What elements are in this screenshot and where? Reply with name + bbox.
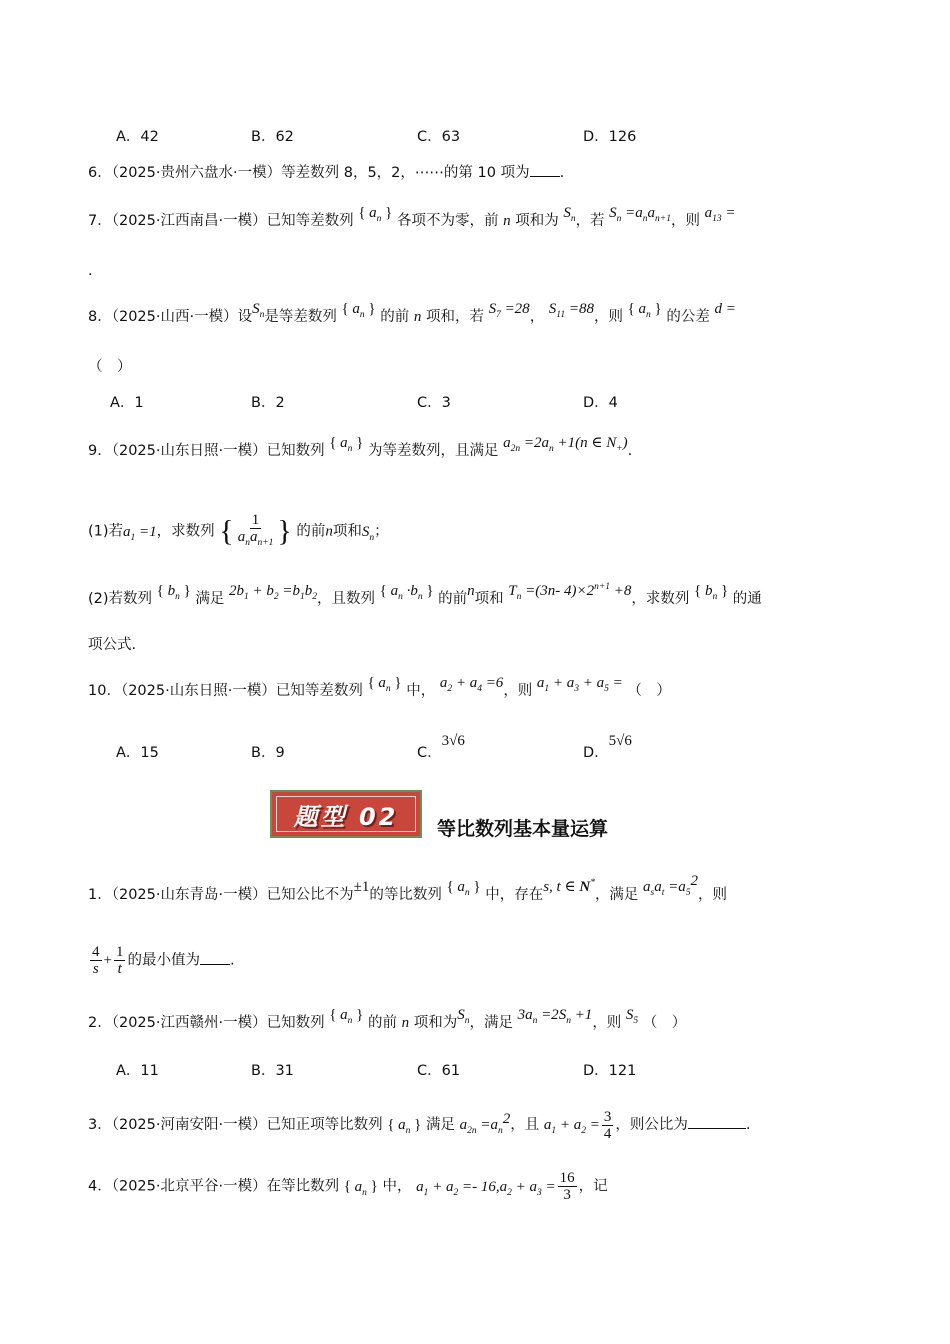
q-num: 6． <box>88 165 112 181</box>
choice-b: B．31 <box>251 1063 294 1079</box>
q-source: （2025·贵州六盘水·一模） <box>111 165 282 181</box>
formula-seq-an: { $a_n$ } <box>329 1007 364 1026</box>
question-9-part-2 <box>88 584 762 616</box>
answer-paren: （ ） <box>627 683 671 699</box>
q-num: 3． <box>88 1117 112 1133</box>
q-end: . <box>627 443 633 459</box>
q-num: 8． <box>88 309 112 325</box>
top-choices <box>116 126 159 148</box>
q10-choice-b-wrap <box>251 742 285 764</box>
q-num: 1． <box>88 887 112 903</box>
choice-b: B．9 <box>251 745 285 761</box>
question-7 <box>88 205 736 238</box>
answer-paren: （ ） <box>88 359 132 375</box>
q-text: 的前 <box>296 523 326 540</box>
fraction-3-4: $\frac{3}{4}$ <box>603 1108 612 1142</box>
s2-choice-a-wrap <box>116 1060 159 1082</box>
choice-d: D．126 <box>583 129 637 145</box>
q-text: 满足 <box>425 1117 455 1133</box>
q-text: 满足 <box>195 591 225 607</box>
formula-pm1: ±1 <box>353 879 370 895</box>
q-text: ， <box>529 309 545 325</box>
q-text: 为等差数列，且满足 <box>367 443 499 459</box>
choice-a: A．42 <box>116 129 159 145</box>
formula-seq-an: { $a_n$ } <box>446 879 481 898</box>
q10-choice-d-wrap <box>583 733 632 764</box>
q-text: ，则 <box>698 887 728 903</box>
q-num: 4． <box>88 1178 112 1195</box>
formula-a13: $a_{13}$ = <box>704 205 736 224</box>
q8-choice-d-wrap <box>583 392 618 414</box>
q-text: 等差数列 8，5，2，⋯⋯的第 10 项为 <box>281 165 530 181</box>
q-text: ，则 <box>593 309 623 325</box>
var-n: n <box>503 213 511 229</box>
var-n: n <box>413 309 422 325</box>
formula-d: d = <box>714 301 736 317</box>
q-text: 是等差数列 <box>264 309 337 325</box>
q8-choice-b-wrap <box>251 392 285 414</box>
choice-c: C．61 <box>417 1063 461 1079</box>
section-question-1-cont <box>88 944 235 977</box>
q-text: 项和，若 <box>425 309 484 325</box>
formula-a2n: $a_{2n} =2a_n +1(n$ ∈ $N_+$) <box>503 435 628 454</box>
choice-c: C．3 <box>417 395 451 411</box>
q-text: ，求数列 <box>631 591 690 607</box>
q-source: （2025·河南安阳·一模） <box>111 1117 267 1133</box>
answer-blank <box>200 950 230 965</box>
q-text: ，若 <box>575 213 605 229</box>
question-9-cont <box>88 634 136 656</box>
answer-blank <box>688 1114 746 1129</box>
q-text: ，且数列 <box>317 591 376 607</box>
formula-a2n: $a_{2n} =a_n^2$ <box>459 1111 511 1136</box>
choice-d: D．121 <box>583 1063 637 1079</box>
q-num: 7． <box>88 213 112 229</box>
choice-d: D．4 <box>583 395 618 411</box>
q-text: 的前 <box>367 1015 397 1031</box>
formula-seq-an: { $a_n$ } <box>367 675 402 694</box>
q-text: 项和 <box>332 523 362 540</box>
choice-b: B．2 <box>251 395 285 411</box>
q-text: 的通 <box>732 591 762 607</box>
formula-tn: $T_n =(3n-$ $4)\times 2^{n+1} +8$ <box>508 582 632 602</box>
q-source: （2025·江西南昌·一模） <box>111 213 267 229</box>
question-8 <box>88 301 736 334</box>
question-8-paren <box>88 356 132 378</box>
fraction-4-s: $\frac{4}{s}$ <box>92 944 100 977</box>
formula-a1a2-a2a3: $a_1 + a_2 =- 16,a_2 + a_3$ = <box>416 1178 556 1198</box>
formula-seq-an: { $a_n$ } <box>329 435 364 454</box>
formula-seq-bn: { $b_n$ } <box>156 583 191 602</box>
q-text: ，记 <box>578 1178 608 1195</box>
section-badge-inner <box>276 796 416 832</box>
question-7-end <box>88 260 93 282</box>
choice-a: A．15 <box>116 745 159 761</box>
q8-choice-c-wrap <box>417 392 451 414</box>
section-question-2 <box>88 1007 687 1040</box>
formula-seq-an: { $a_n$ } <box>343 1178 378 1198</box>
q-text: 项和 <box>474 591 504 607</box>
formula-seq-an: { $a_n$ } <box>387 1117 422 1136</box>
var-n: n <box>401 1015 410 1031</box>
formula-sn: $S_n$ <box>457 1007 470 1026</box>
fraction-16-3: $\frac{16}{3}$ <box>559 1170 575 1203</box>
formula-sn: $S_n$ <box>563 205 576 224</box>
section-title: 等比数列基本量运算 <box>437 818 609 840</box>
q-end: . <box>559 165 565 181</box>
question-6 <box>88 162 564 184</box>
formula-s7: $S_7 =28$ <box>488 301 530 320</box>
q-end: . <box>745 1117 751 1133</box>
question-9-part-1 <box>88 512 389 551</box>
formula-seq-an: { $a_n$ } <box>358 205 393 224</box>
choice-a: A．11 <box>116 1063 159 1079</box>
fraction-1-t: $\frac{1}{t}$ <box>115 944 124 977</box>
q-text: 在等比数列 <box>266 1178 340 1195</box>
q-text: ，满足 <box>469 1015 513 1031</box>
top-choice-b-wrap <box>251 126 294 148</box>
q-text: ，则 <box>503 683 533 699</box>
choice-d: D． <box>583 745 609 761</box>
choice-c: C．63 <box>417 129 461 145</box>
q-num: 9． <box>88 443 112 459</box>
formula-s5: $S_5$ <box>625 1007 639 1026</box>
formula-3an: $3a_n =2S_n +1$ <box>517 1007 593 1026</box>
q-text: ，求数列 <box>156 523 215 540</box>
fraction: $\frac{1}{a_na_{n+1}}$ <box>237 512 274 548</box>
formula-sn: $S_n$ <box>361 523 375 543</box>
q8-choice-a-wrap <box>110 392 144 414</box>
q-text: ，则 <box>670 213 700 229</box>
section-badge <box>270 790 422 838</box>
q-text: 中， <box>406 683 436 699</box>
formula-b-relation: $2b_1 + b_2 =b_1b_2$ <box>229 583 318 602</box>
q-source: （2025·山东日照·一模） <box>111 443 267 459</box>
formula-s11: $S_{11} =88$ <box>548 301 594 320</box>
top-choice-c-wrap <box>417 126 460 148</box>
formula-5sqrt6: 5√6 <box>608 733 632 749</box>
formula-sum: $a_1 + a_3 + a_5$ = <box>536 675 623 694</box>
q10-choice-a-wrap <box>116 742 159 764</box>
q-text: 已知正项等比数列 <box>266 1117 383 1133</box>
q-text: ，且 <box>510 1117 540 1133</box>
question-10 <box>88 675 671 708</box>
answer-blank <box>530 162 560 177</box>
formula-seq-an: { $a_n$ } <box>341 301 376 320</box>
q-text: 已知公比不为 <box>266 887 354 903</box>
formula-seq-anbn: { $a_n \cdot b_n$ } <box>379 583 434 602</box>
q-text: ，则 <box>592 1015 622 1031</box>
formula-asat: $a_sa_t =a_5^2$ <box>643 873 699 898</box>
formula-a1: $a_1 =1$ <box>123 523 157 543</box>
q-source: （2025·江西赣州·一模） <box>111 1015 267 1031</box>
top-choice-d-wrap <box>583 126 636 148</box>
section-question-3 <box>88 1108 750 1142</box>
formula-a1a2: $a_1 + a_2$ = <box>543 1117 600 1136</box>
q-text: 中，存在 <box>485 887 544 903</box>
var-n: n <box>467 583 475 599</box>
q-text: 已知数列 <box>266 443 325 459</box>
q-end: . <box>88 263 93 279</box>
formula-sn: $S_n$ <box>252 301 265 320</box>
q-source: （2025·山东青岛·一模） <box>111 887 267 903</box>
choice-c: C． <box>417 745 442 761</box>
q-text: 的前 <box>380 309 410 325</box>
q-source: （2025·山东日照·一模） <box>120 683 276 699</box>
q-text: 已知等差数列 <box>275 683 363 699</box>
q-text: 项和为 <box>515 213 559 229</box>
q-end: . <box>229 952 235 969</box>
q-text: 的公差 <box>666 309 710 325</box>
q-num: 10． <box>88 683 121 699</box>
q-text: 已知等差数列 <box>266 213 354 229</box>
q-text: 项和为 <box>413 1015 458 1031</box>
q-text: 各项不为零，前 <box>396 213 499 229</box>
q-text: 已知数列 <box>266 1015 325 1031</box>
q-text: 中， <box>382 1178 412 1195</box>
q-text: ，则公比为 <box>615 1117 688 1133</box>
s2-choice-d-wrap <box>583 1060 636 1082</box>
formula-sn-eq: $S_n =a_na_{n+1}$ <box>609 205 671 224</box>
formula-seq-bn: { $b_n$ } <box>694 583 729 602</box>
q-end: ； <box>374 523 389 540</box>
q-source: （2025·北京平谷·一模） <box>111 1178 267 1195</box>
q-text: 项公式. <box>88 637 137 653</box>
part-label: (1)若 <box>88 523 124 540</box>
s2-choice-c-wrap <box>417 1060 460 1082</box>
s2-choice-b-wrap <box>251 1060 294 1082</box>
choice-a: A．1 <box>110 395 144 411</box>
choice-b: B．62 <box>251 129 294 145</box>
part-label: (2)若数列 <box>88 591 153 607</box>
plus-sign: + <box>103 952 112 969</box>
q-text: ，满足 <box>594 887 639 903</box>
q-text: 的等比数列 <box>369 887 442 903</box>
formula-3sqrt6: 3√6 <box>441 733 465 749</box>
section-question-4 <box>88 1170 608 1204</box>
answer-paren: （ ） <box>642 1015 687 1031</box>
q-source: （2025·山西·一模） <box>111 309 238 325</box>
var-n: n <box>325 523 333 540</box>
q-num: 2． <box>88 1015 112 1031</box>
formula-st: s, t ∈ N* <box>543 878 595 895</box>
q-text: 的最小值为 <box>127 952 200 969</box>
q-text: 的前 <box>438 591 468 607</box>
brace-close: } <box>277 514 292 548</box>
formula-seq-frac: { <box>219 514 234 548</box>
formula-a2a4: $a_2 + a_4 =6$ <box>439 675 504 694</box>
question-9 <box>88 435 633 468</box>
q10-choice-c-wrap <box>417 733 465 764</box>
formula-seq-an: { $a_n$ } <box>627 301 662 320</box>
section-question-1 <box>88 873 728 912</box>
q-text: 设 <box>237 309 253 325</box>
section-badge-label: 题型 02 <box>293 802 399 831</box>
